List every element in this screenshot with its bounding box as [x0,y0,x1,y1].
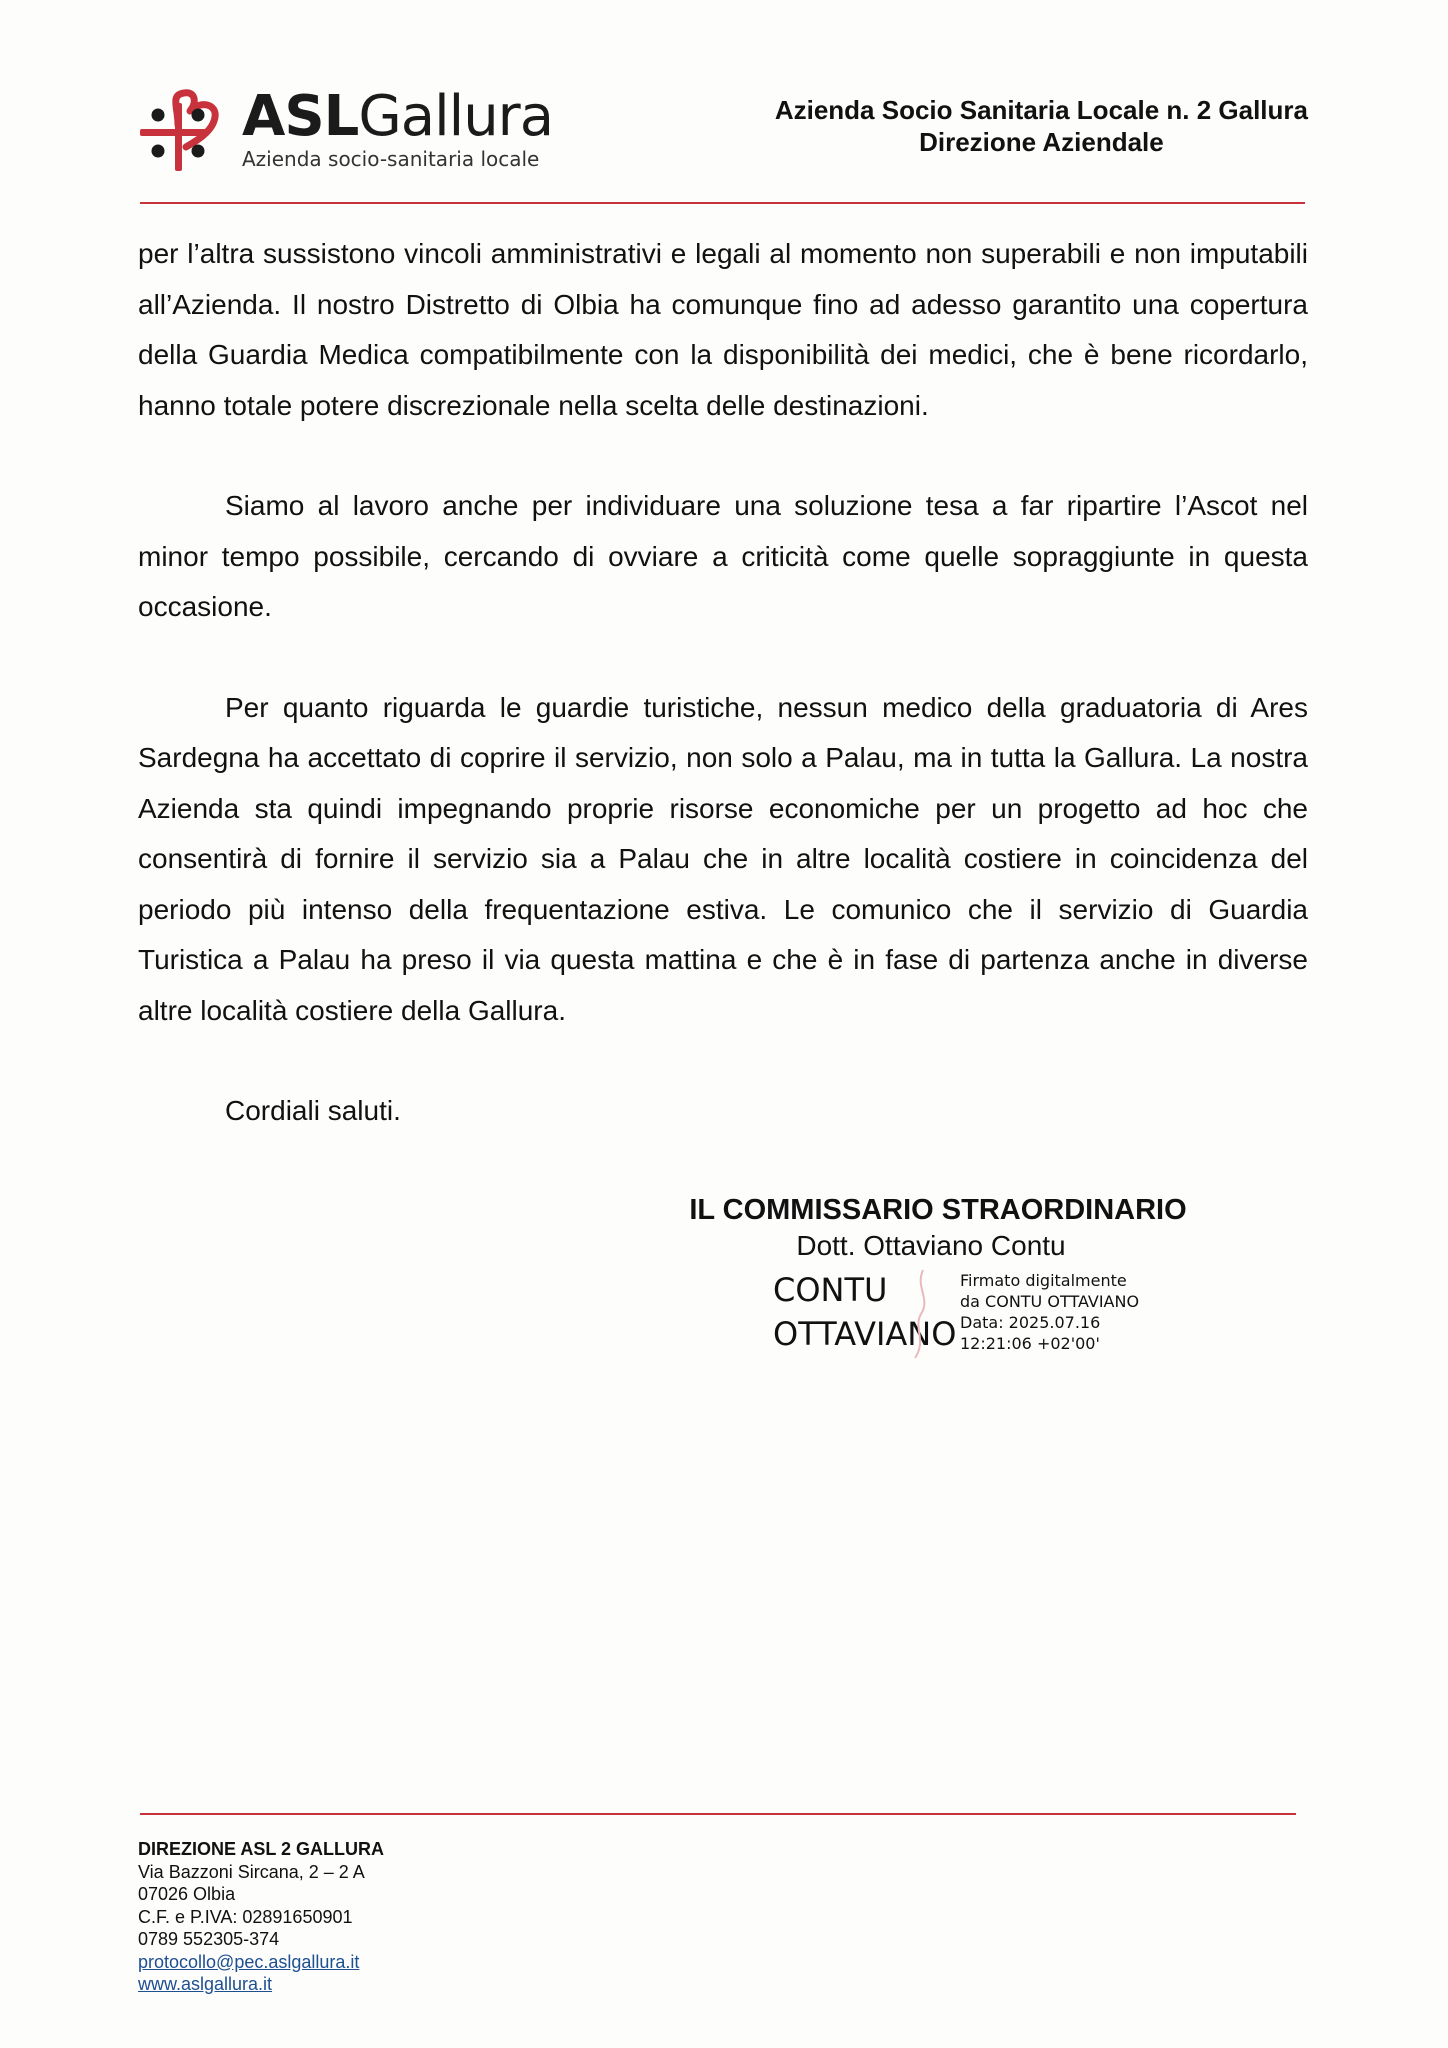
asl-gallura-logo [140,84,554,175]
logo-subtitle: Azienda socio-sanitaria locale [242,147,540,169]
footer-vat: C.F. e P.IVA: 02891650901 [138,1906,353,1927]
letter-body [138,229,1308,1137]
asl-gallura-cross-heart-icon [140,85,232,173]
digital-signature-info: Firmato digitalmente da CONTU OTTAVIANO Data: 2025.07.16 12:21:06 +02'00' [960,1271,1140,1353]
logo-wordmark: ASLGallura [242,84,554,149]
footer-title: DIREZIONE ASL 2 GALLURA [138,1839,385,1859]
footer-email-link[interactable]: protocollo@pec.aslgallura.it [138,1951,360,1972]
header-org-line-1: Azienda Socio Sanitaria Locale n. 2 Gallura [774,95,1308,125]
footer-website-link[interactable]: www.aslgallura.it [138,1974,273,1994]
footer-address-street: Via Bazzoni Sircana, 2 – 2 A [138,1861,365,1882]
paragraph-1: per l’altra sussistono vincoli amministrativi e legali al momento non superabili e non imputabili all’Azienda. Il nostro Distretto di Olbia ha comunque fino ad adesso garantito una copertura della Guardia Medica compatibilmente con la disponibilità dei medici, che è bene ricordarlo, hanno totale potere discrezionale nella scelta delle destinazioni. [138,238,1308,421]
header-organization [775,94,1308,158]
closing-salutation: Cordiali saluti. [225,1095,401,1126]
paragraph-2: Siamo al lavoro anche per individuare una soluzione tesa a far ripartire l’Ascot nel minor tempo possibile, cercando di ovviare a criticità come quelle sopraggiunte in questa occasione. [138,490,1308,622]
header-divider [140,202,1305,204]
digital-signature-name: CONTU OTTAVIANO [773,1271,957,1353]
signature-swirl-icon [905,1268,935,1360]
paragraph-3: Per quanto riguarda le guardie turistiche, nessun medico della graduatoria di Ares Sardegna ha accettato di coprire il servizio, non solo a Palau, ma in tutta la Gallura. La nostra Azienda sta quindi impegnando proprie risorse economiche per un progetto ad hoc che consentirà di fornire il servizio sia a Palau che in altre località costiere in coincidenza del periodo più intenso della frequentazione estiva. Le comunico che il servizio di Guardia Turistica a Palau ha preso il via questa mattina e che è in fase di partenza anche in diverse altre località costiere della Gallura. [138,691,1308,1026]
signatory-title: IL COMMISSARIO STRAORDINARIO [689,1194,1187,1226]
signatory-name: Dott. Ottaviano Contu [796,1230,1066,1261]
footer [138,1838,384,1996]
footer-phone: 0789 552305-374 [138,1929,280,1949]
digital-signature [773,1268,1173,1358]
header-org-line-2: Direzione Aziendale [919,127,1164,157]
footer-divider [140,1813,1296,1815]
footer-address-city: 07026 Olbia [138,1884,236,1904]
